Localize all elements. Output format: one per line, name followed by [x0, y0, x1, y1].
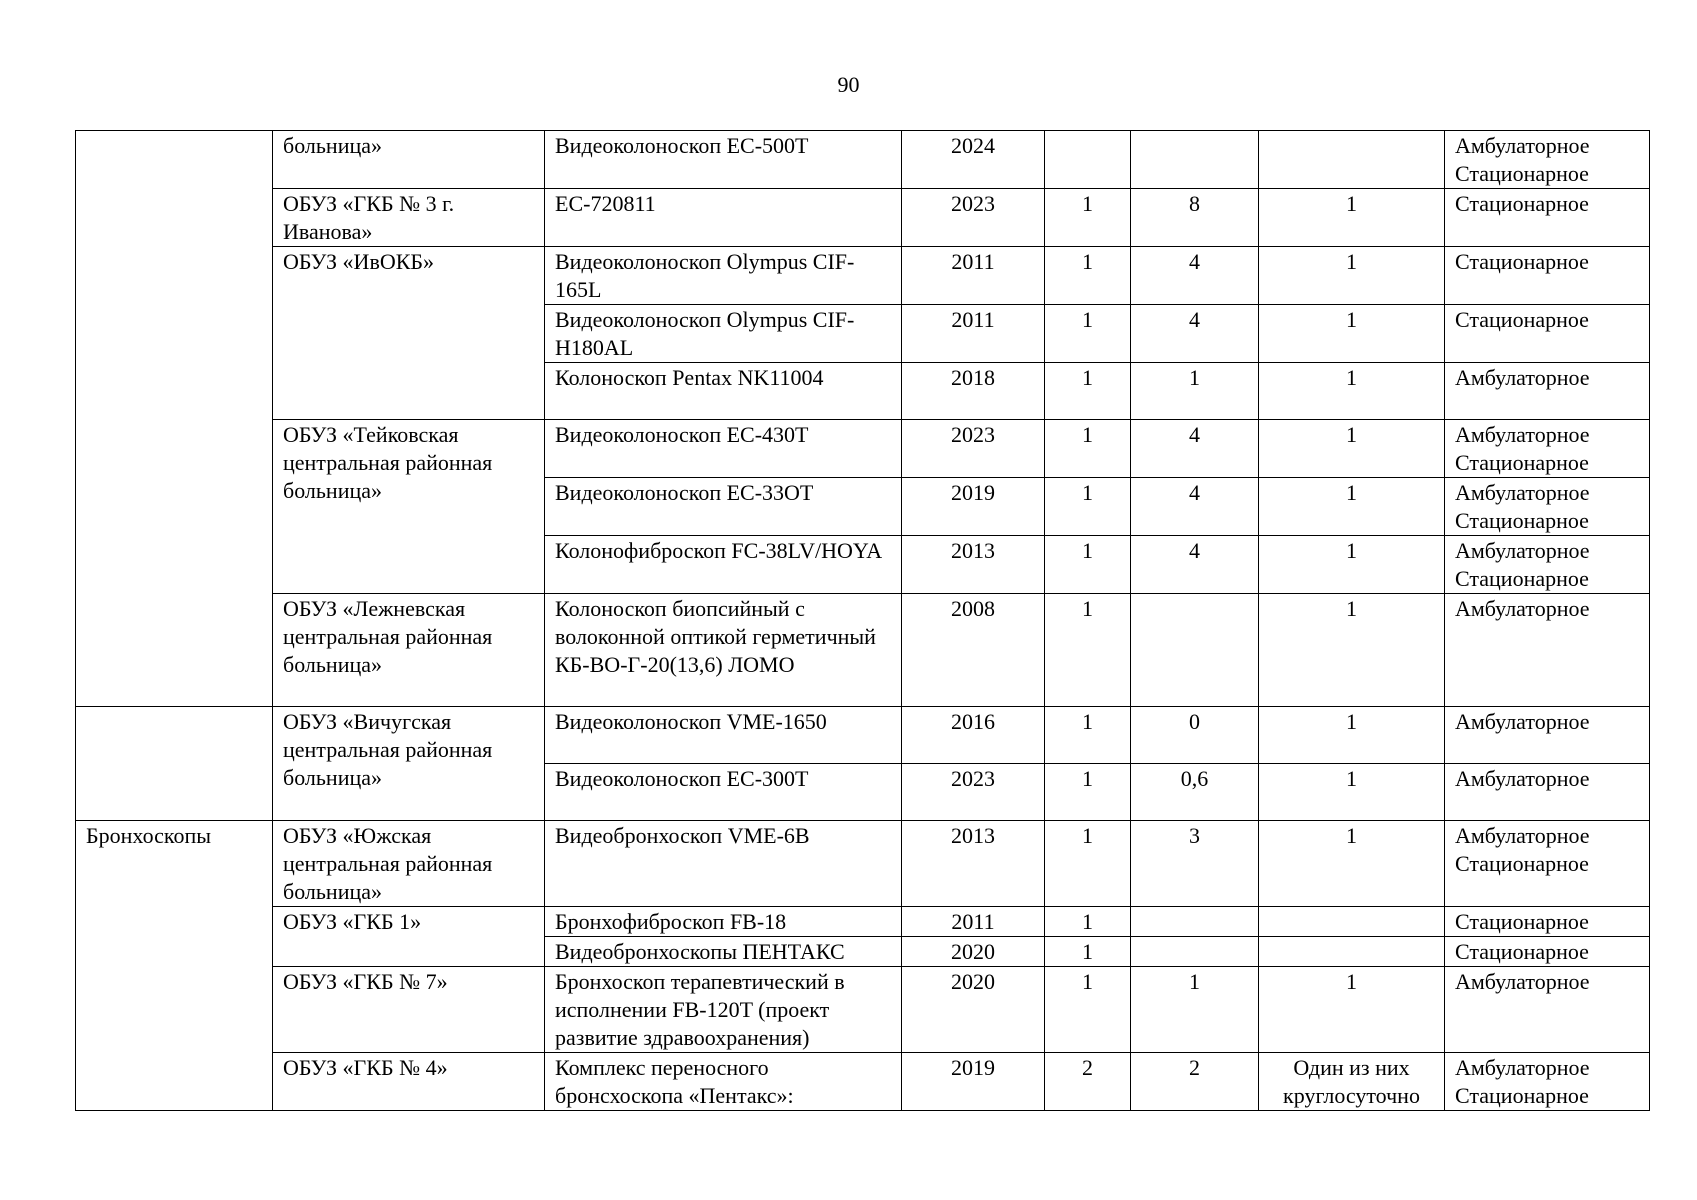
year-cell: 2018: [902, 363, 1045, 420]
load-cell: 4: [1131, 305, 1259, 363]
quantity-cell: 2: [1045, 1053, 1131, 1111]
year-cell: 2011: [902, 907, 1045, 937]
quantity-cell: 1: [1045, 247, 1131, 305]
device-cell: Комплекс переносного бронсхоскопа «Пентакс»:: [545, 1053, 902, 1111]
organization-cell: ОБУЗ «Южская центральная районная больница»: [273, 821, 545, 907]
maintenance-cell: 1: [1259, 363, 1445, 420]
maintenance-cell: 1: [1259, 967, 1445, 1053]
maintenance-cell: [1259, 937, 1445, 967]
table-row: [76, 247, 1650, 305]
load-cell: 1: [1131, 363, 1259, 420]
load-cell: [1131, 131, 1259, 189]
organization-cell: ОБУЗ «ГКБ № 4»: [273, 1053, 545, 1111]
organization-cell: ОБУЗ «ГКБ 1»: [273, 907, 545, 967]
year-cell: 2011: [902, 305, 1045, 363]
device-cell: Видеоколоноскоп EC-300T: [545, 764, 902, 821]
year-cell: 2024: [902, 131, 1045, 189]
organization-cell: больница»: [273, 131, 545, 189]
equipment-table: [75, 130, 1650, 1111]
maintenance-cell: [1259, 907, 1445, 937]
table-row: [76, 967, 1650, 1053]
quantity-cell: 1: [1045, 189, 1131, 247]
quantity-cell: 1: [1045, 821, 1131, 907]
year-cell: 2013: [902, 821, 1045, 907]
load-cell: 3: [1131, 821, 1259, 907]
mode-cell: Амбулаторное Стационарное: [1445, 420, 1650, 478]
load-cell: 4: [1131, 247, 1259, 305]
quantity-cell: 1: [1045, 764, 1131, 821]
mode-cell: Амбулаторное: [1445, 967, 1650, 1053]
load-cell: 8: [1131, 189, 1259, 247]
year-cell: 2008: [902, 594, 1045, 707]
table-row: [76, 189, 1650, 247]
organization-cell: ОБУЗ «ГКБ № 3 г. Иванова»: [273, 189, 545, 247]
organization-cell: ОБУЗ «ИвОКБ»: [273, 247, 545, 420]
quantity-cell: [1045, 131, 1131, 189]
category-cell: [76, 707, 273, 821]
device-cell: Бронхофиброскоп FB-18: [545, 907, 902, 937]
table-row: [76, 907, 1650, 937]
category-cell: [76, 131, 273, 707]
table-row: [76, 1053, 1650, 1111]
maintenance-cell: 1: [1259, 821, 1445, 907]
load-cell: [1131, 937, 1259, 967]
quantity-cell: 1: [1045, 305, 1131, 363]
mode-cell: Стационарное: [1445, 189, 1650, 247]
maintenance-cell: 1: [1259, 764, 1445, 821]
device-cell: Колоноскоп Pentax NK11004: [545, 363, 902, 420]
device-cell: Бронхоскоп терапевтический в исполнении FB-120T (проект развитие здравоохранения): [545, 967, 902, 1053]
load-cell: [1131, 907, 1259, 937]
organization-cell: ОБУЗ «Тейковская центральная районная больница»: [273, 420, 545, 594]
quantity-cell: 1: [1045, 967, 1131, 1053]
mode-cell: Амбулаторное Стационарное: [1445, 536, 1650, 594]
organization-cell: ОБУЗ «ГКБ № 7»: [273, 967, 545, 1053]
mode-cell: Амбулаторное: [1445, 707, 1650, 764]
device-cell: EC-720811: [545, 189, 902, 247]
year-cell: 2020: [902, 967, 1045, 1053]
quantity-cell: 1: [1045, 536, 1131, 594]
quantity-cell: 1: [1045, 707, 1131, 764]
device-cell: Видеоколоноскоп EC-33OT: [545, 478, 902, 536]
maintenance-cell: 1: [1259, 420, 1445, 478]
load-cell: 1: [1131, 967, 1259, 1053]
device-cell: Видеобронхоскопы ПЕНТАКС: [545, 937, 902, 967]
maintenance-cell: 1: [1259, 247, 1445, 305]
organization-cell: ОБУЗ «Вичугская центральная районная больница»: [273, 707, 545, 821]
maintenance-cell: 1: [1259, 536, 1445, 594]
quantity-cell: 1: [1045, 478, 1131, 536]
table-row: [76, 707, 1650, 764]
device-cell: Видеоколоноскоп EC-430T: [545, 420, 902, 478]
page-number: 90: [837, 72, 860, 97]
year-cell: 2019: [902, 478, 1045, 536]
mode-cell: Амбулаторное Стационарное: [1445, 478, 1650, 536]
load-cell: 4: [1131, 420, 1259, 478]
load-cell: [1131, 594, 1259, 707]
category-cell: Бронхоскопы: [76, 821, 273, 1111]
mode-cell: Стационарное: [1445, 247, 1650, 305]
load-cell: 4: [1131, 478, 1259, 536]
quantity-cell: 1: [1045, 420, 1131, 478]
year-cell: 2019: [902, 1053, 1045, 1111]
organization-cell: ОБУЗ «Лежневская центральная районная больница»: [273, 594, 545, 707]
mode-cell: Стационарное: [1445, 907, 1650, 937]
load-cell: 2: [1131, 1053, 1259, 1111]
mode-cell: Амбулаторное Стационарное: [1445, 1053, 1650, 1111]
maintenance-cell: 1: [1259, 478, 1445, 536]
device-cell: Видеоколоноскоп Olympus CIF-H180AL: [545, 305, 902, 363]
device-cell: Видеоколоноскоп Olympus CIF-165L: [545, 247, 902, 305]
load-cell: 0: [1131, 707, 1259, 764]
year-cell: 2013: [902, 536, 1045, 594]
quantity-cell: 1: [1045, 937, 1131, 967]
device-cell: Видеобронхоскоп VME-6B: [545, 821, 902, 907]
mode-cell: Стационарное: [1445, 305, 1650, 363]
quantity-cell: 1: [1045, 907, 1131, 937]
mode-cell: Амбулаторное: [1445, 764, 1650, 821]
year-cell: 2023: [902, 420, 1045, 478]
maintenance-cell: 1: [1259, 305, 1445, 363]
quantity-cell: 1: [1045, 594, 1131, 707]
device-cell: Колонофиброскоп FC-38LV/HOYA: [545, 536, 902, 594]
maintenance-cell: 1: [1259, 189, 1445, 247]
mode-cell: Амбулаторное Стационарное: [1445, 821, 1650, 907]
mode-cell: Амбулаторное Стационарное: [1445, 131, 1650, 189]
year-cell: 2023: [902, 189, 1045, 247]
load-cell: 4: [1131, 536, 1259, 594]
year-cell: 2020: [902, 937, 1045, 967]
device-cell: Видеоколоноскоп VME-1650: [545, 707, 902, 764]
year-cell: 2011: [902, 247, 1045, 305]
table-row: [76, 821, 1650, 907]
table-row: [76, 131, 1650, 189]
device-cell: Колоноскоп биопсийный с волоконной оптикой герметичный КБ-ВО-Г-20(13,6) ЛОМО: [545, 594, 902, 707]
quantity-cell: 1: [1045, 363, 1131, 420]
load-cell: 0,6: [1131, 764, 1259, 821]
table-row: [76, 420, 1650, 478]
maintenance-cell: 1: [1259, 594, 1445, 707]
year-cell: 2016: [902, 707, 1045, 764]
mode-cell: Амбулаторное: [1445, 594, 1650, 707]
mode-cell: Стационарное: [1445, 937, 1650, 967]
year-cell: 2023: [902, 764, 1045, 821]
maintenance-cell: [1259, 131, 1445, 189]
mode-cell: Амбулаторное: [1445, 363, 1650, 420]
device-cell: Видеоколоноскоп EC-500T: [545, 131, 902, 189]
maintenance-cell: Один из них круглосуточно: [1259, 1053, 1445, 1111]
table-row: [76, 594, 1650, 707]
maintenance-cell: 1: [1259, 707, 1445, 764]
